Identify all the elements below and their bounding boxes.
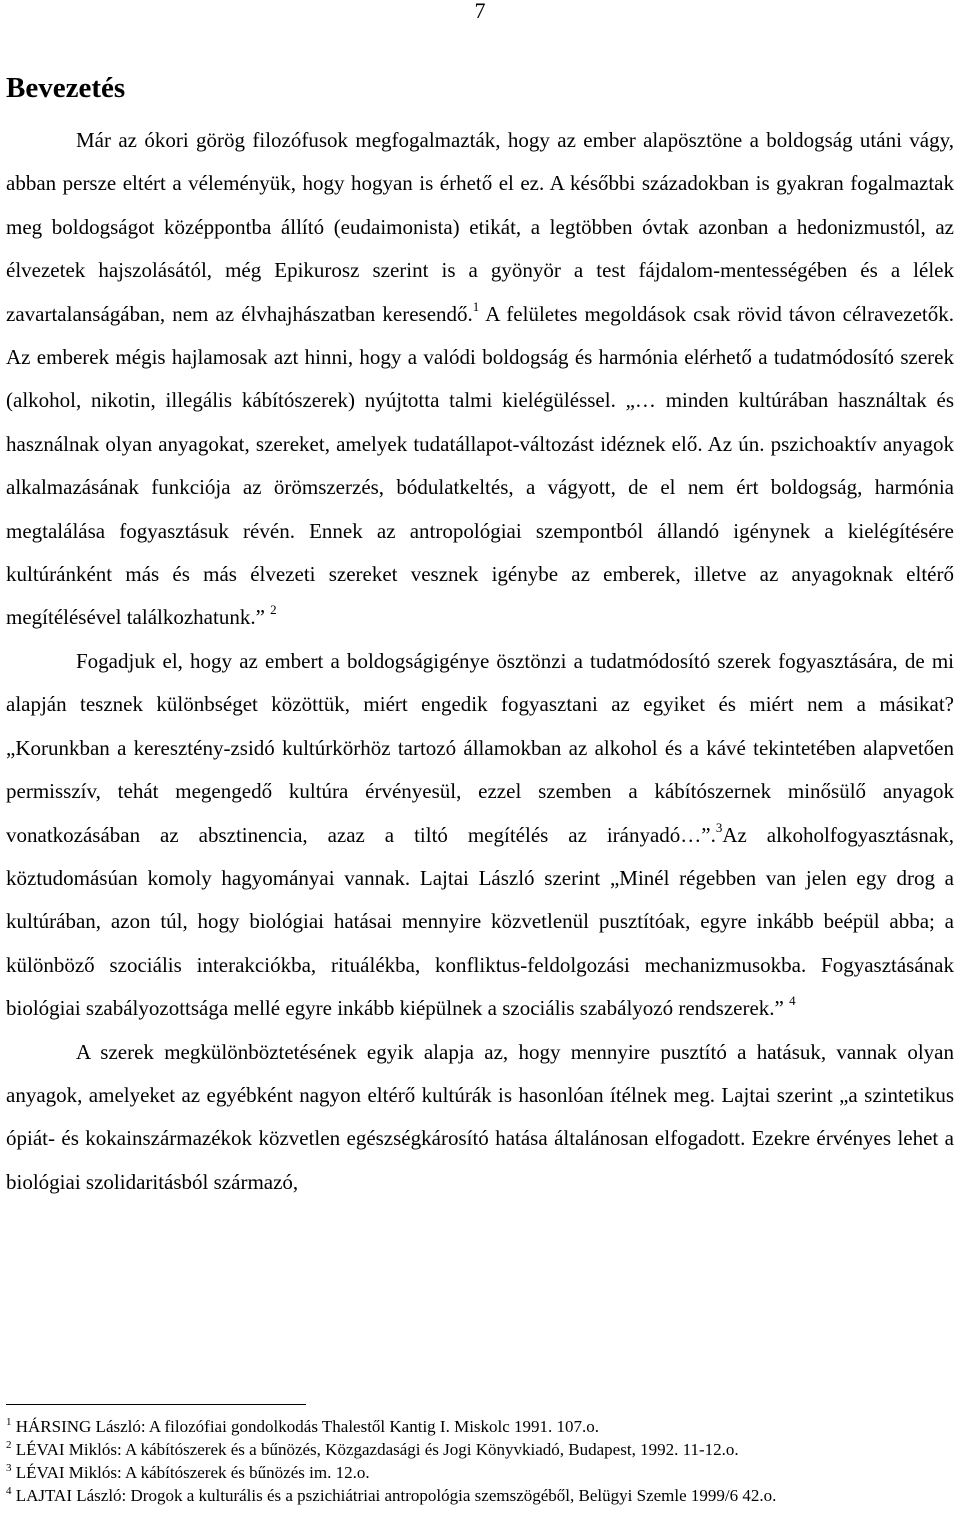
paragraph-text: Fogadjuk el, hogy az embert a boldogságigénye ösztönzi a tudatmódosító szerek fogyasztására, de mi alapján tesznek különbséget közöttük, miért engedik fogyasztani az egyiket és miért nem a másikat? „Korunkban a keresztény-zsidó kultúrkörhöz tartozó államokban az alkohol és a kávé tekintetében alapvetően permisszív, tehát megengedő kultúra érvényesül, ezzel szemben a kábítószernek minősülő anyagok vonatkozásában az absztinencia, azaz a tiltó megítélés az irányadó…”. — [6, 648, 954, 847]
paragraph — [6, 640, 954, 1031]
footnotes — [6, 1415, 954, 1507]
footnote-text: LÉVAI Miklós: A kábítószerek és bűnözés im. 12.o. — [11, 1463, 370, 1482]
footnote-number: 4 — [6, 1485, 12, 1497]
footnote — [6, 1484, 954, 1507]
section-heading: Bevezetés — [6, 72, 126, 104]
paragraph-text: A szerek megkülönböztetésének egyik alapja az, hogy mennyire pusztító a hatásuk, vannak olyan anyagok, amelyeket az egyébként nagyon eltérő kultúrák is hasonlóan ítélnek meg. Lajtai szerint „a szintetikus ópiát- és kokainszármazékok közvetlen egészségkárosító hatása általánosan elfogadott. Ezekre érvényes lehet a biológiai szolidaritásból származó, — [6, 1039, 954, 1194]
footnote-reference: 2 — [270, 602, 277, 618]
body-text — [6, 119, 954, 1204]
footnote-number: 3 — [6, 1462, 12, 1474]
footnote-text: LÉVAI Miklós: A kábítószerek és a bűnözés, Közgazdasági és Jogi Könyvkiadó, Budapest, 1992. 11-12.o. — [11, 1440, 739, 1459]
footnote — [6, 1461, 954, 1484]
footnote-divider — [6, 1404, 306, 1405]
footnote — [6, 1438, 954, 1461]
footnote-number: 2 — [6, 1439, 12, 1451]
paragraph-text: A felületes megoldások csak rövid távon célravezetők. Az emberek mégis hajlamosak azt hinni, hogy a valódi boldogság és harmónia elérhető a tudatmódosító szerek (alkohol, nikotin, illegális kábítószerek) nyújtotta talmi kielégüléssel. „… minden kultúrában használtak és használnak olyan anyagokat, szereket, amelyek tudatállapot-változást idéznek elő. Az ún. pszichoaktív anyagok alkalmazásának funkciója az örömszerzés, bódulatkeltés, a vágyott, de el nem ért boldogság, harmónia megtalálása fogyasztásuk révén. Ennek az antropológiai szempontból állandó igénynek a kielégítésére kultúránként más és más élvezeti szereket vesznek igénybe az emberek, illetve az anyagoknak eltérő megítélésével találkozhatunk.” — [6, 301, 954, 630]
footnote-reference: 3 — [715, 819, 723, 835]
paragraph — [6, 119, 954, 640]
footnote-reference: 1 — [472, 298, 480, 314]
paragraph-text: Már az ókori görög filozófusok megfogalmazták, hogy az ember alapösztöne a boldogság utáni vágy, abban persze eltért a véleményük, hogy hogyan is érhető el ez. A későbbi századokban is gyakran fogalmaztak meg boldogságot középpontba állító (eudaimonista) etikát, a legtöbben óvtak azonban a hedonizmustól, az élvezetek hajszolásától, még Epikurosz szerint is a gyönyör a test fájdalom-mentességében és a lélek zavartalanságában, nem az élvhajhászatban keresendő. — [6, 128, 954, 326]
footnote-text: HÁRSING László: A filozófiai gondolkodás Thalestől Kantig I. Miskolc 1991. 107.o. — [11, 1417, 600, 1436]
paragraph — [6, 1031, 954, 1205]
footnote-number: 1 — [6, 1416, 12, 1428]
footnote-reference: 4 — [789, 993, 796, 1009]
footnote — [6, 1415, 954, 1438]
footnote-text: LAJTAI László: Drogok a kulturális és a pszichiátriai antropológia szemszögéből, Belügyi Szemle 1999/6 42.o. — [11, 1486, 777, 1505]
paragraph-text: Az alkoholfogyasztásnak, köztudomásúan komoly hagyományai vannak. Lajtai László szerint „Minél régebben van jelen egy drog a kultúrában, azon túl, hogy biológiai hatásai mennyire közvetlenül pusztítóak, egyre inkább beépül abba; a különböző szociális interakciókba, rituálékba, konfliktus-feldolgozási mechanizmusokba. Fogyasztásának biológiai szabályozottsága mellé egyre inkább kiépülnek a szociális szabályozó rendszerek.” — [6, 822, 954, 1021]
page-number: 7 — [474, 0, 486, 23]
